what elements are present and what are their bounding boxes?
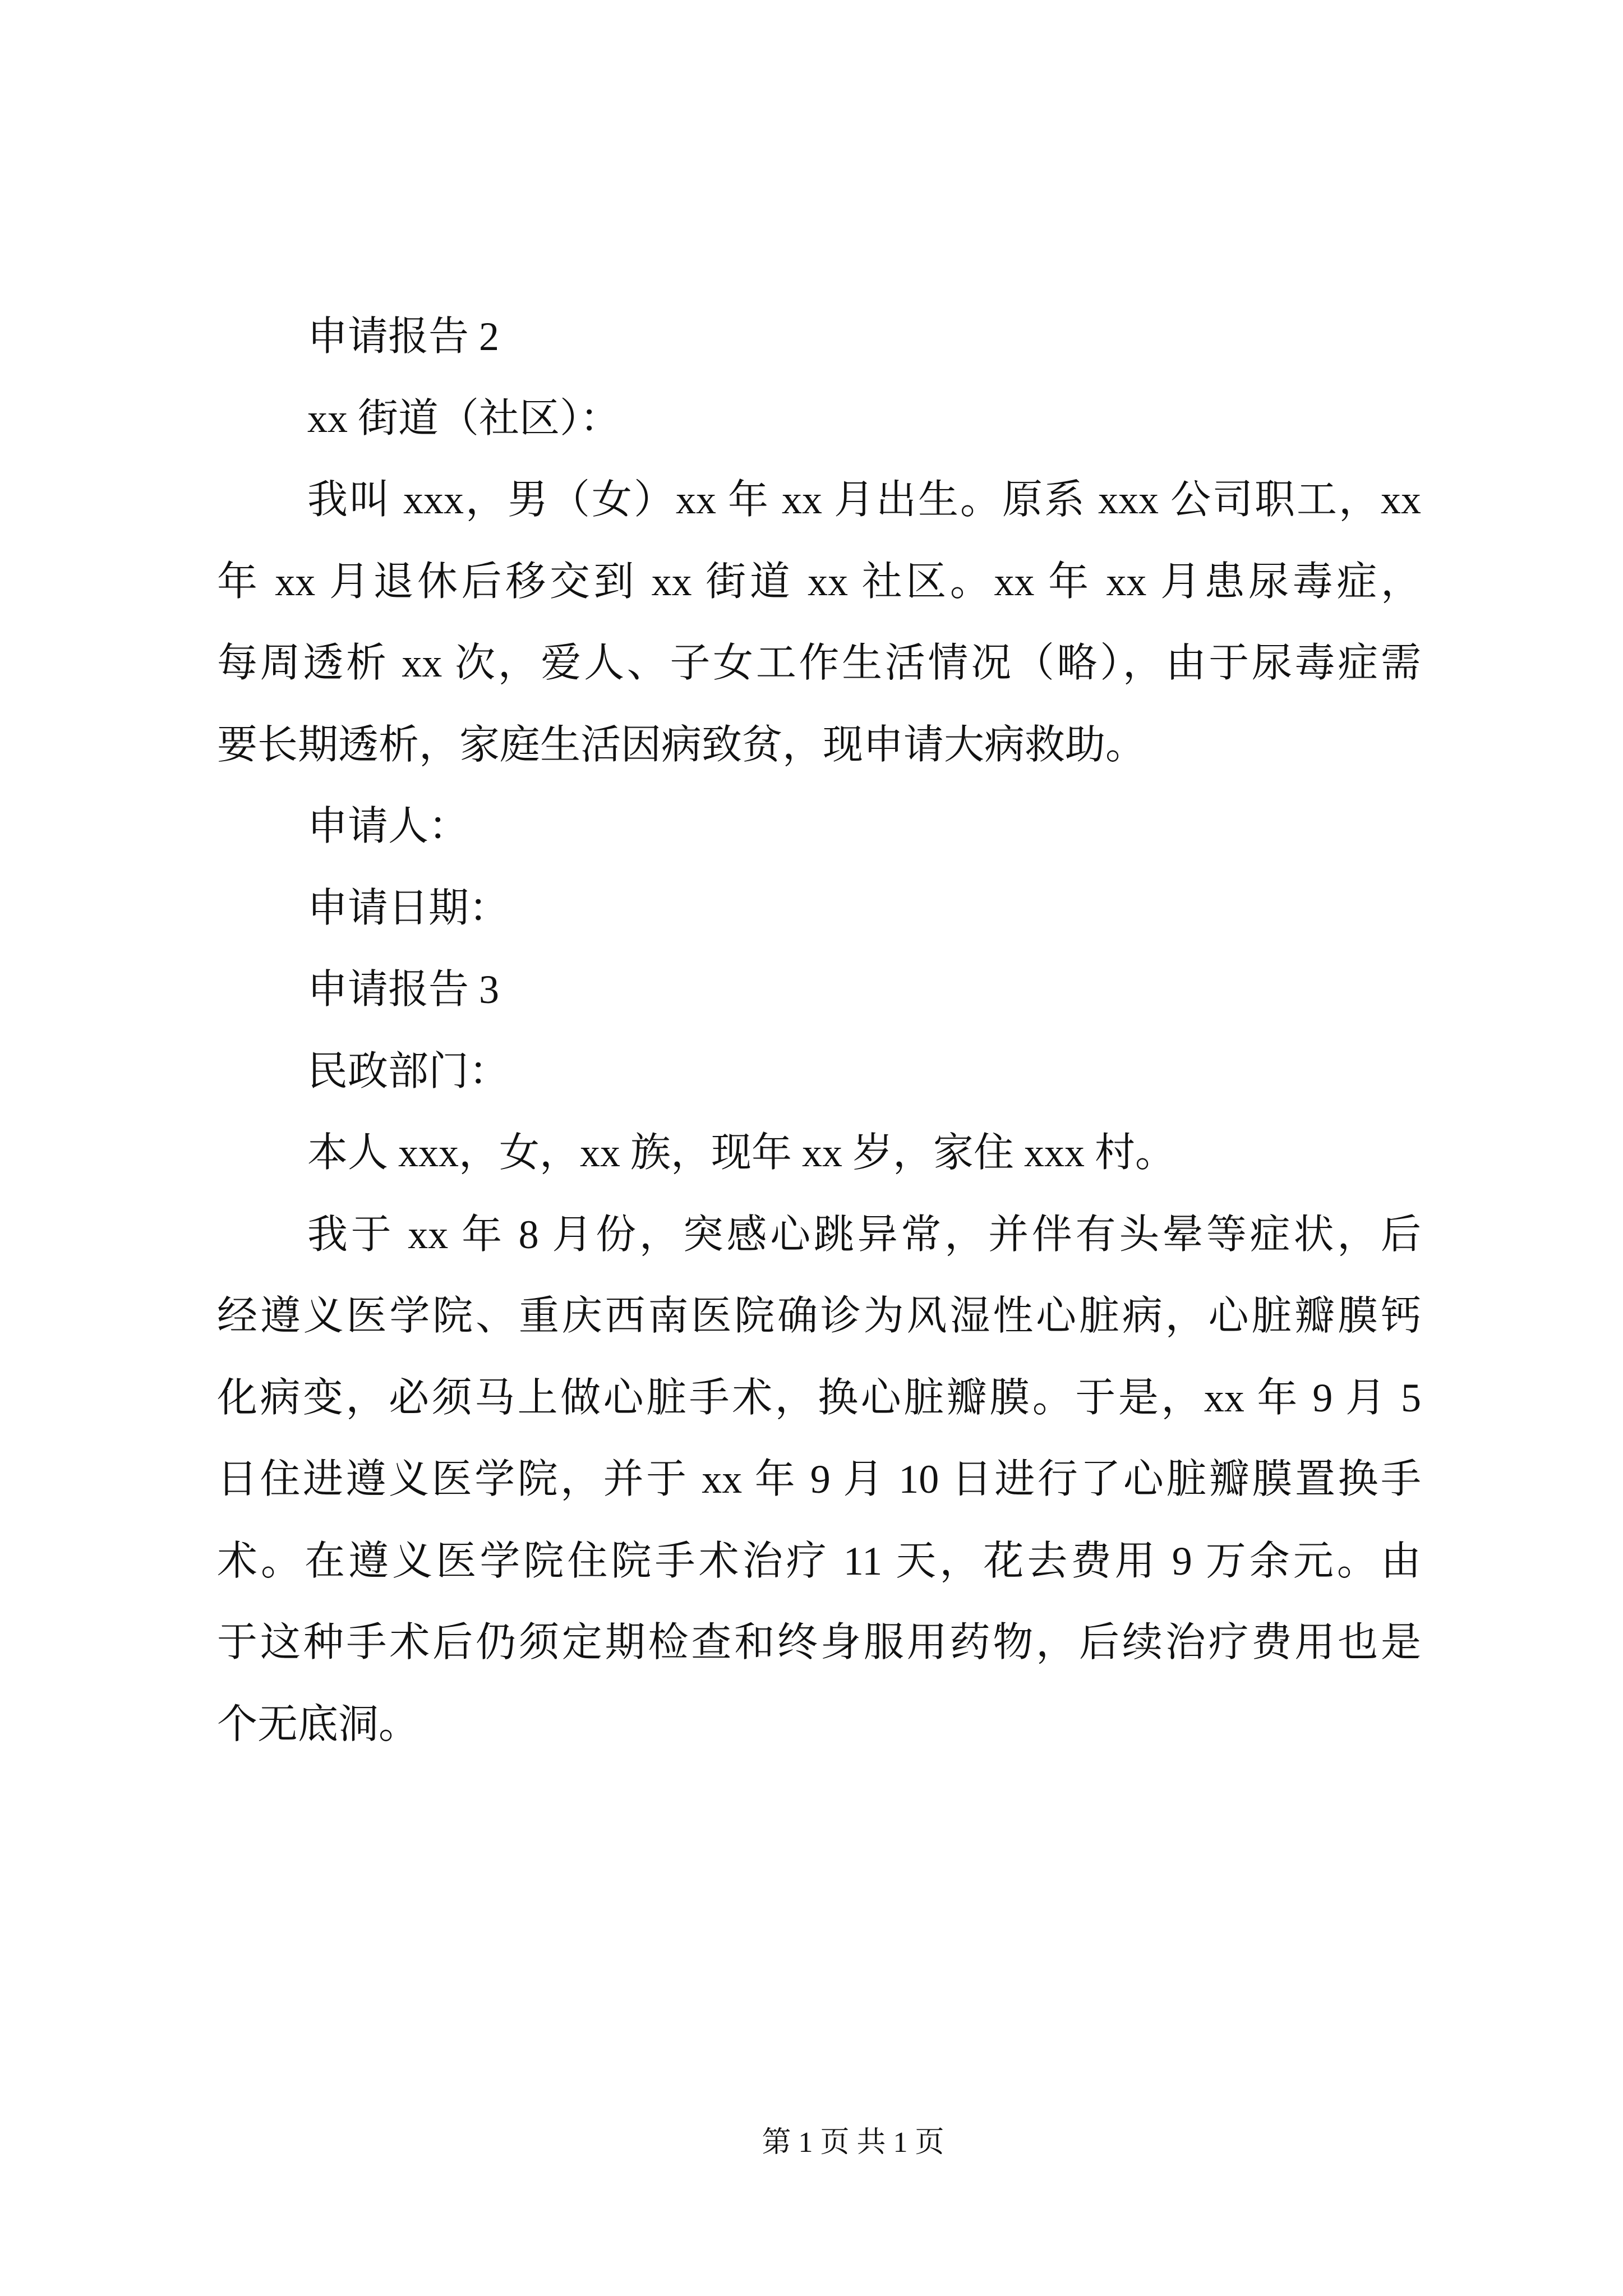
text-line: 术。在遵义医学院住院手术治疗 11 天，花去费用 9 万余元。由 bbox=[217, 1538, 1421, 1584]
body-paragraph-2 bbox=[217, 1194, 1421, 1766]
body-paragraph-1 bbox=[217, 459, 1421, 786]
text-line: 年 xx 月退休后移交到 xx 街道 xx 社区。xx 年 xx 月患尿毒症， bbox=[217, 559, 1421, 604]
text-line: 我叫 xxx，男（女）xx 年 xx 月出生。原系 xxx 公司职工，xx bbox=[307, 477, 1421, 522]
section-title-3 bbox=[217, 949, 1421, 1031]
section-title-2 bbox=[217, 296, 1421, 378]
text-line: 要长期透析，家庭生活因病致贫，现申请大病救助。 bbox=[217, 722, 1146, 767]
text-line: 我于 xx 年 8 月份，突感心跳异常，并伴有头晕等症状，后 bbox=[307, 1212, 1421, 1257]
text-line: 个无底洞。 bbox=[217, 1701, 419, 1747]
text-line: 经遵义医学院、重庆西南医院确诊为风湿性心脏病，心脏瓣膜钙 bbox=[217, 1294, 1421, 1338]
text-line: 申请报告 2 bbox=[307, 314, 500, 359]
text-line: 日住进遵义医学院，并于 xx 年 9 月 10 日进行了心脏瓣膜置换手 bbox=[217, 1457, 1421, 1502]
text-line: 申请人： bbox=[307, 804, 469, 849]
text-line: 每周透析 xx 次，爱人、子女工作生活情况（略），由于尿毒症需 bbox=[217, 641, 1421, 685]
personal-info-paragraph bbox=[217, 1112, 1421, 1194]
text-line: 于这种手术后仍须定期检查和终身服用药物，后续治疗费用也是 bbox=[217, 1620, 1421, 1665]
salutation-civil-affairs bbox=[217, 1031, 1421, 1113]
text-line: 民政部门： bbox=[307, 1048, 510, 1094]
page-number-footer: 第 1 页 共 1 页 bbox=[762, 2127, 944, 2159]
text-line: 申请报告 3 bbox=[307, 967, 500, 1012]
text-line: xx 街道（社区）： bbox=[307, 395, 621, 441]
application-date-label bbox=[217, 868, 1421, 950]
text-line: 化病变，必须马上做心脏手术，换心脏瓣膜。于是，xx 年 9 月 5 bbox=[217, 1375, 1421, 1420]
document-body bbox=[217, 296, 1421, 1765]
applicant-label bbox=[217, 786, 1421, 868]
text-line: 本人 xxx，女，xx 族，现年 xx 岁，家住 xxx 村。 bbox=[307, 1130, 1176, 1175]
text-line: 申请日期： bbox=[307, 885, 510, 931]
salutation-street bbox=[217, 378, 1421, 460]
